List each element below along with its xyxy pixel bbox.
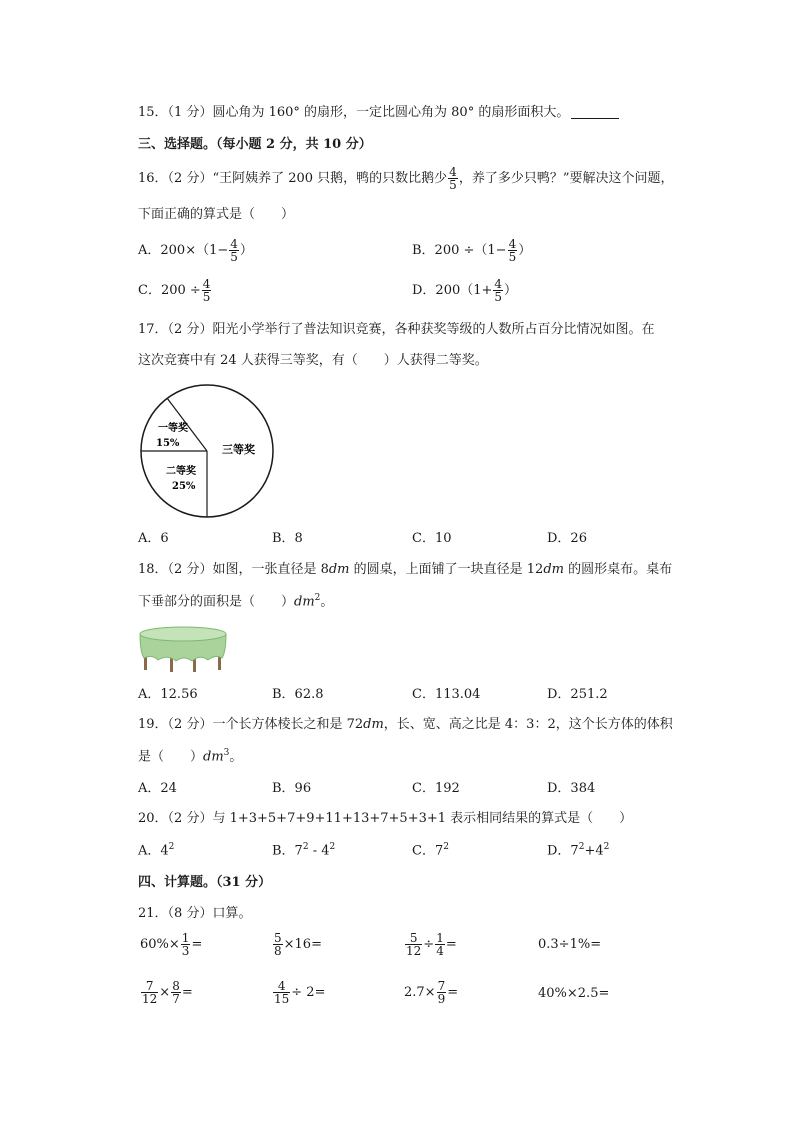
q20-option-c[interactable]: C．$7^2$ (412, 842, 449, 859)
q20-line1: 20．（2 分）与 1+3+5+7+9+11+13+7+5+3+1 表示相同结果的算式是（ ） (138, 811, 633, 826)
q19-option-c[interactable]: C．192 (412, 781, 460, 796)
q19-option-d[interactable]: D．384 (547, 781, 596, 796)
q18-line2: 下垂部分的面积是（ ）$dm^2$。 (138, 593, 334, 610)
q20-option-d[interactable]: D．$7^2+4^2$ (547, 842, 610, 859)
answer-blank[interactable] (571, 106, 619, 119)
mental-calc-r2c1: $\frac{7}{12}$ × $\frac{8}{7}$ = (142, 979, 193, 1006)
q16-line2: 下面正确的算式是（ ） (138, 207, 295, 222)
q17-line1: 17．（2 分）阳光小学举行了普法知识竞赛，各种获奖等级的人数所占百分比情况如图。在 (138, 322, 655, 337)
q16-option-c[interactable]: C．200 ÷ $\frac{4}{5}$ (138, 277, 211, 304)
mental-calc-r1c3: $\frac{5}{12}$ ÷ $\frac{1}{4}$ = (406, 931, 457, 958)
fraction: $\frac{4}{5}$ (449, 165, 457, 192)
pie-label-second: 二等奖 (166, 466, 196, 477)
tablecloth-top (140, 627, 226, 641)
q15-text: 15．（1 分）圆心角为 160° 的扇形，一定比圆心角为 80° 的扇形面积大。 (138, 106, 619, 119)
award-pie-chart (138, 384, 278, 520)
q18-option-d[interactable]: D．251.2 (547, 687, 608, 702)
mental-calc-r1c1: 60%× $\frac{1}{3}$ = (140, 931, 203, 958)
q17-line2: 这次竞赛中有 24 人获得三等奖，有（ ）人获得二等奖。 (138, 353, 488, 368)
q16-option-d[interactable]: D．200（1+ $\frac{4}{5}$ ） (412, 277, 518, 304)
q18-option-a[interactable]: A．12.56 (138, 687, 198, 702)
pie-label-third: 三等奖 (222, 443, 255, 456)
mental-calc-r1c2: $\frac{5}{8}$ ×16= (274, 931, 322, 958)
mental-calc-r1c4: 0.3÷1%= (538, 937, 602, 952)
q16-option-b[interactable]: B．200 ÷（1− $\frac{4}{5}$ ） (412, 237, 532, 264)
q18-option-c[interactable]: C．113.04 (412, 687, 481, 702)
q19-option-a[interactable]: A．24 (138, 781, 177, 796)
q17-option-a[interactable]: A．6 (138, 531, 169, 546)
q17-option-c[interactable]: C．10 (412, 531, 452, 546)
q17-option-d[interactable]: D．26 (547, 531, 587, 546)
q18-option-b[interactable]: B．62.8 (272, 687, 324, 702)
q17-option-b[interactable]: B．8 (272, 531, 303, 546)
q20-option-a[interactable]: A．$4^2$ (138, 842, 175, 859)
round-table-image (138, 624, 228, 672)
section-4-heading: 四、计算题。（31 分） (138, 875, 272, 890)
q16-line1: 16．（2 分）“王阿姨养了 200 只鹅，鸭的只数比鹅少 $\frac{4}{5}$ ，养了多少只鸭？”要解决这个问题， (138, 165, 674, 192)
section-3-heading: 三、选择题。（每小题 2 分，共 10 分） (138, 137, 372, 152)
mental-calc-r2c3: 2.7× $\frac{7}{9}$ = (404, 979, 459, 1006)
mental-calc-r2c2: $\frac{4}{15}$ ÷ 2= (274, 979, 326, 1006)
pie-pct-first: 15% (156, 438, 180, 449)
q16-option-a[interactable]: A．200×（1− $\frac{4}{5}$ ） (138, 237, 253, 264)
q21-line1: 21．（8 分）口算。 (138, 906, 252, 921)
pie-label-first: 一等奖 (158, 423, 188, 434)
mental-calc-r2c4: 40%×2.5= (538, 986, 610, 1001)
pie-pct-second: 25% (172, 481, 196, 492)
q18-line1: 18．（2 分）如图，一张直径是 8dm 的圆桌，上面铺了一块直径是 12dm 的圆形桌布。桌布 (138, 562, 673, 577)
q19-line2: 是（ ）$dm^3$。 (138, 748, 243, 765)
q20-option-b[interactable]: B．$7^2 - 4^2$ (272, 842, 336, 859)
q19-line1: 19．（2 分）一个长方体棱长之和是 72dm，长、宽、高之比是 4：3：2，这个长方体的体积 (138, 717, 673, 732)
q19-option-b[interactable]: B．96 (272, 781, 312, 796)
